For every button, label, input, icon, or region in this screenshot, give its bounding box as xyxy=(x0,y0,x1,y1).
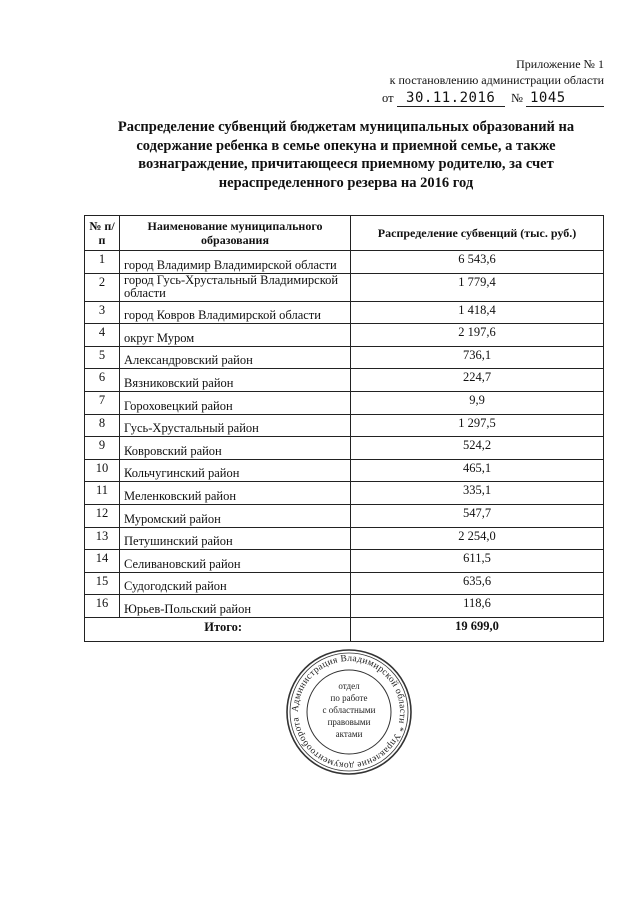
subsidy-amount: 547,7 xyxy=(351,504,604,527)
municipality-name: город Владимир Владимирской области xyxy=(120,251,351,274)
table-row xyxy=(85,572,604,595)
subsidy-amount: 611,5 xyxy=(351,550,604,573)
row-number: 1 xyxy=(85,251,120,274)
row-number: 12 xyxy=(85,504,120,527)
subsidy-amount: 524,2 xyxy=(351,437,604,460)
municipality-name: Гороховецкий район xyxy=(120,391,351,414)
subsidy-amount: 1 779,4 xyxy=(351,273,604,301)
subsidy-amount: 635,6 xyxy=(351,572,604,595)
subsidy-amount: 736,1 xyxy=(351,346,604,369)
municipality-name: Муромский район xyxy=(120,504,351,527)
header-subsidy: Распределение субвенций (тыс. руб.) xyxy=(351,216,604,251)
stamp-line-2: по работе xyxy=(330,693,368,703)
appendix-block xyxy=(382,56,604,107)
appendix-date-number xyxy=(382,90,604,107)
stamp-line-3: с областными xyxy=(322,705,376,715)
row-number: 15 xyxy=(85,572,120,595)
table-row xyxy=(85,391,604,414)
number-label: № xyxy=(510,91,523,105)
table-row xyxy=(85,251,604,274)
row-number: 6 xyxy=(85,369,120,392)
row-number: 10 xyxy=(85,459,120,482)
row-number: 13 xyxy=(85,527,120,550)
municipality-name: Петушинский район xyxy=(120,527,351,550)
municipality-name: Судогодский район xyxy=(120,572,351,595)
subsidy-amount: 465,1 xyxy=(351,459,604,482)
subsidy-amount: 335,1 xyxy=(351,482,604,505)
subsidy-amount: 2 197,6 xyxy=(351,324,604,347)
table-row xyxy=(85,273,604,301)
table-row xyxy=(85,414,604,437)
stamp-line-5: актами xyxy=(335,729,363,739)
row-number: 8 xyxy=(85,414,120,437)
table-row xyxy=(85,369,604,392)
stamp-ring-text: Администрация Владимирской области * Управление документооборота xyxy=(290,653,408,771)
subsidy-amount: 1 418,4 xyxy=(351,301,604,324)
header-municipality: Наименование муниципального образования xyxy=(120,216,351,251)
row-number: 4 xyxy=(85,324,120,347)
table-header-row xyxy=(85,216,604,251)
document-title: Распределение субвенций бюджетам муниципальных образований на содержание ребенка в семье опекуна и приемной семье, а также вознаграждение, причитающееся приемному родителю, за счет нераспределенного резерва на 2016 год xyxy=(117,119,575,191)
row-number: 14 xyxy=(85,550,120,573)
subsidy-amount: 118,6 xyxy=(351,595,604,618)
decree-date: 30.11.2016 xyxy=(397,90,505,107)
decree-number: 1045 xyxy=(526,90,604,107)
row-number: 11 xyxy=(85,482,120,505)
subsidy-amount: 224,7 xyxy=(351,369,604,392)
table-row xyxy=(85,595,604,618)
municipality-name: Меленковский район xyxy=(120,482,351,505)
total-value: 19 699,0 xyxy=(351,617,604,641)
header-number: № п/п xyxy=(85,216,120,251)
row-number: 9 xyxy=(85,437,120,460)
from-label: от xyxy=(382,91,394,105)
row-number: 5 xyxy=(85,346,120,369)
municipality-name: Вязниковский район xyxy=(120,369,351,392)
total-row xyxy=(85,617,604,641)
municipality-name: Ковровский район xyxy=(120,437,351,460)
subsidy-amount: 6 543,6 xyxy=(351,251,604,274)
official-stamp xyxy=(284,647,414,777)
municipality-name: Юрьев-Польский район xyxy=(120,595,351,618)
table-row xyxy=(85,437,604,460)
appendix-reference: к постановлению администрации области xyxy=(389,73,604,87)
table-row xyxy=(85,346,604,369)
municipality-name: город Ковров Владимирской области xyxy=(120,301,351,324)
municipality-name: Александровский район xyxy=(120,346,351,369)
row-number: 3 xyxy=(85,301,120,324)
municipality-name: Селивановский район xyxy=(120,550,351,573)
row-number: 7 xyxy=(85,391,120,414)
subsidy-amount: 1 297,5 xyxy=(351,414,604,437)
subsidy-table xyxy=(84,215,604,642)
municipality-name: округ Муром xyxy=(120,324,351,347)
table-row xyxy=(85,527,604,550)
municipality-name: Кольчугинский район xyxy=(120,459,351,482)
subsidy-amount: 9,9 xyxy=(351,391,604,414)
row-number: 16 xyxy=(85,595,120,618)
stamp-line-1: отдел xyxy=(338,681,360,691)
appendix-title: Приложение № 1 xyxy=(516,57,604,71)
table-row xyxy=(85,301,604,324)
table-row xyxy=(85,459,604,482)
municipality-name: Гусь-Хрустальный район xyxy=(120,414,351,437)
table-row xyxy=(85,482,604,505)
subsidy-amount: 2 254,0 xyxy=(351,527,604,550)
table-row xyxy=(85,324,604,347)
table-row xyxy=(85,504,604,527)
row-number: 2 xyxy=(85,273,120,301)
stamp-line-4: правовыми xyxy=(327,717,371,727)
total-label: Итого: xyxy=(85,617,351,641)
municipality-name: город Гусь-Хрустальный Владимирской области xyxy=(120,273,351,301)
table-row xyxy=(85,550,604,573)
